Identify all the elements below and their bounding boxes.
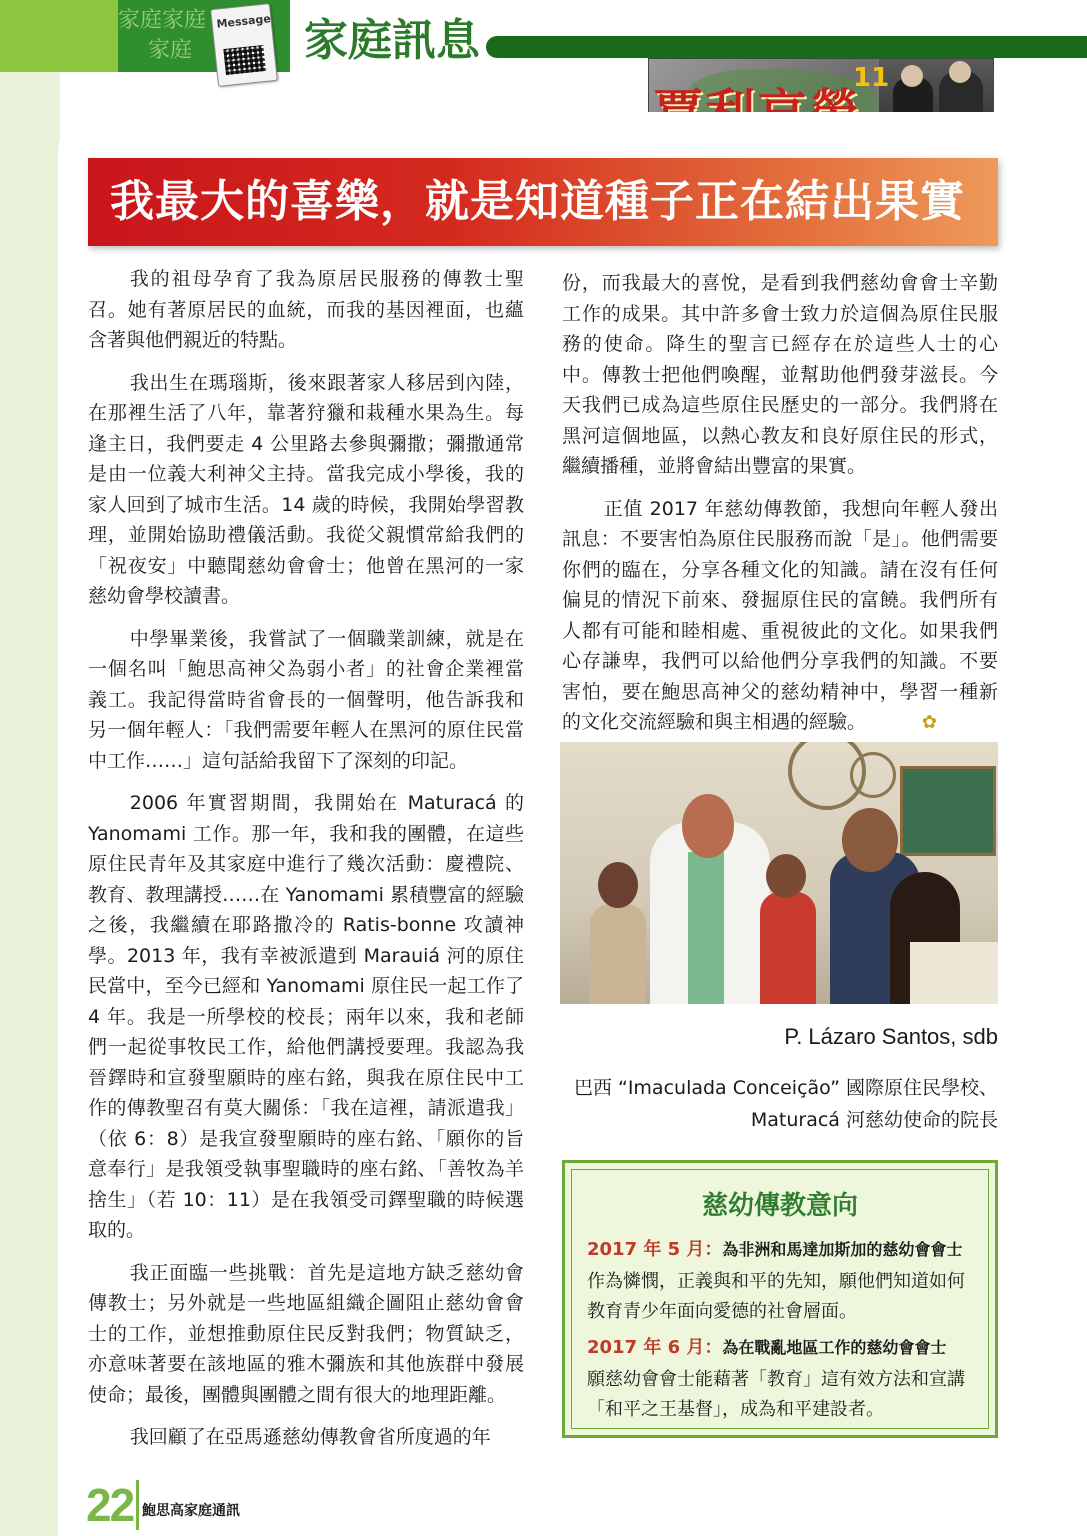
photo-child-middle-head bbox=[766, 854, 806, 898]
decorative-text-line2: 家庭 bbox=[148, 38, 193, 63]
intention-title: 慈幼傳教意向 bbox=[701, 1191, 858, 1221]
paragraph-7 bbox=[562, 494, 998, 739]
intention-month-1-text: 作為憐憫，正義與和平的先知，願他們知道如何教育青少年面向愛德的社會層面。 bbox=[587, 1271, 965, 1322]
paragraph-7-text: 正值 2017 年慈幼傳教節，我想向年輕人發出訊息：不要害怕為原住民服務而說「是」。他們需要你們的臨在，分享各種文化的知識。請在沒有任何偏見的情況下前來、發掘原住民的富饒。我們所有人都有可能和睦相處、重視彼此的文化。如果我們心存謙卑，我們可以給他們分享我們的知識。不要害怕，要在鮑思高神父的慈幼精神中，學習一種新的文化交流經驗和與主相遇的經驗。 bbox=[562, 497, 998, 733]
author-signature: P. Lázaro Santos, sdb bbox=[784, 1024, 998, 1049]
intention-month-2-label: 2017 年 6 月： bbox=[587, 1337, 723, 1358]
intention-month-2-topic: 為在戰亂地區工作的慈幼會會士 bbox=[722, 1338, 947, 1357]
banner-number: 11 bbox=[853, 63, 890, 93]
caption-line2: Maturacá 河慈幼使命的院長 bbox=[750, 1109, 998, 1131]
qr-code-icon bbox=[223, 45, 265, 75]
paragraph-6-continued: 份，而我最大的喜悅，是看到我們慈幼會會士辛勤工作的成果。其中許多會士致力於這個為原住民服務的使命。降生的聖言已經存在於這些人士的心中。傳教士把他們喚醒，並幫助他們發芽滋長。今天我們已成為這些原住民歷史的一部分。我們將在黑河這個地區，以熱心教友和良好原住民的形式，繼續播種，並將會結出豐富的果實。 bbox=[562, 272, 998, 477]
author-caption bbox=[562, 1072, 998, 1136]
paragraph-1: 我的祖母孕育了我為原居民服務的傳教士聖召。她有著原居民的血統，而我的基因裡面，也蘊含著與他們親近的特點。 bbox=[88, 268, 524, 351]
section-title: 家庭訊息 bbox=[290, 14, 494, 68]
publication-name: 鮑思高家庭通訊 bbox=[142, 1503, 240, 1519]
header-rule bbox=[486, 36, 1087, 58]
message-label: Message bbox=[216, 12, 272, 31]
right-column bbox=[562, 268, 998, 751]
decorative-text-line1: 家庭家庭 bbox=[118, 8, 207, 33]
page-number: 22 bbox=[86, 1479, 134, 1531]
photo-priest-stole bbox=[688, 852, 724, 1004]
paragraph-3: 中學畢業後，我嘗試了一個職業訓練，就是在一個名叫「鮑思高神父為弱小者」的社會企業裡當義工。我記得當時省會長的一個聲明，他告訴我和另一個年輕人：「我們需要年輕人在黑河的原住民當中工作……」這句話給我留下了深刻的印記。 bbox=[88, 627, 524, 772]
photo-boy-head bbox=[842, 808, 898, 872]
paragraph-4: 2006 年實習期間，我開始在 Maturacá 的 Yanomami 工作。那一年，我和我的團體，在這些原住民青年及其家庭中進行了幾次活動：慶禮院、教育、教理講授……在 Yanomami 累積豐富的經驗之後，我繼續在耶路撒冷的 Ratis-bonne 攻讀神學。2013 年，我有幸被派遣到 Marauiá 河的原住民當中，至今已經和 Yanomami 原住民一起工作了 4 年。我是一所學校的校長；兩年以來，我和老師們一起從事牧民工作，給他們講授要理。我認為我晉鐸時和宣發聖願時的座右銘，與我在原住民中工作的傳教聖召有莫大關係：「我在這裡，請派遣我」（依 6：8）是我宣發聖願時的座右銘、「願你的旨意奉行」是我領受執事聖職時的座右銘、「善牧為羊捨生」（若 10：11）是在我領受司鐸聖職的時候選取的。 bbox=[88, 792, 524, 1241]
photo-board bbox=[900, 766, 996, 856]
banner-figure-right-head bbox=[949, 61, 971, 83]
photo-hanging-basket-small bbox=[850, 752, 896, 798]
paragraph-6: 我回顧了在亞馬遜慈幼傳教會省所度過的年 bbox=[129, 1426, 491, 1448]
left-column bbox=[88, 264, 524, 1465]
photo-girl-shirt bbox=[910, 942, 998, 1004]
intention-month-2 bbox=[587, 1333, 946, 1359]
photo-child-left-head bbox=[598, 862, 638, 908]
article-photo bbox=[560, 742, 998, 1004]
message-card-icon bbox=[210, 3, 278, 87]
article-title-bar bbox=[88, 158, 998, 246]
photo-priest-head bbox=[682, 794, 734, 858]
end-mark-icon: ✿ bbox=[921, 712, 937, 733]
article-title: 我最大的喜樂，就是知道種子正在結出果實 bbox=[110, 176, 965, 227]
paragraph-5: 我正面臨一些挑戰：首先是這地方缺乏慈幼會傳教士；另外就是一些地區組織企圖阻止慈幼會會士的工作，並想推動原住民反對我們；物質缺乏，亦意味著要在該地區的雅木彌族和其他族群中發展使命；最後，團體與團體之間有很大的地理距離。 bbox=[88, 1261, 524, 1406]
banner-figure-left-head bbox=[901, 65, 923, 87]
paragraph-2: 我出生在瑪瑙斯，後來跟著家人移居到內陸，在那裡生活了八年，靠著狩獵和栽種水果為生。每逢主日，我們要走 4 公里路去參與彌撒；彌撒通常是由一位義大利神父主持。當我完成小學後，我的家人回到了城市生活。14 歲的時候，我開始學習教理，並開始協助禮儀活動。我從父親慣常給我們的「祝夜安」中聽聞慈幼會會士；他曾在黑河的一家慈幼會學校讀書。 bbox=[88, 371, 524, 607]
photo-child-middle bbox=[760, 892, 816, 1004]
left-margin-strip bbox=[0, 0, 60, 1536]
intention-month-1-topic: 為非洲和馬達加斯加的慈幼會會士 bbox=[722, 1240, 963, 1259]
intention-month-2-text: 願慈幼會會士能藉著「教育」這有效方法和宣講「和平之王基督」，成為和平建設者。 bbox=[587, 1369, 965, 1420]
caption-line1: 巴西 “Imaculada Conceição” 國際原住民學校、 bbox=[573, 1077, 998, 1099]
intention-box bbox=[562, 1160, 998, 1438]
intention-month-1-label: 2017 年 5 月： bbox=[587, 1239, 723, 1260]
photo-child-left bbox=[590, 904, 646, 1004]
intention-month-1 bbox=[587, 1235, 962, 1261]
footer-rule bbox=[136, 1480, 139, 1530]
